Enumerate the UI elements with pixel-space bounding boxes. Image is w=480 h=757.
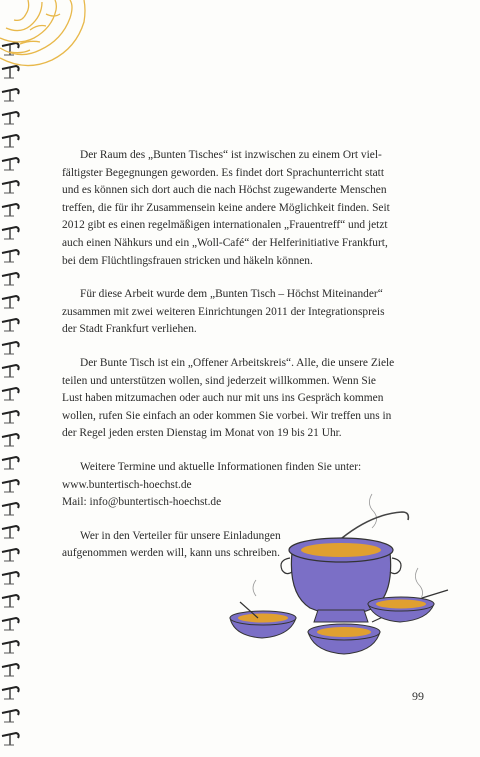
text-line: [62, 147, 430, 165]
spiral-coil: [2, 480, 19, 492]
steam-line: [369, 494, 376, 528]
spiral-coil: [2, 618, 19, 630]
text-line-content: Wer in den Verteiler für unsere Einladungen: [80, 529, 281, 542]
spiral-coil: [2, 273, 19, 285]
spiral-coil: [2, 664, 19, 676]
spiral-binding: [0, 0, 26, 757]
spiral-coil: [2, 457, 19, 469]
steam-line: [415, 568, 422, 602]
soup-drawing: [230, 494, 448, 654]
paragraph-3: [62, 355, 430, 443]
text-line-content: Der Bunte Tisch ist ein „Offener Arbeitskreis“. Alle, die unsere Ziele: [80, 356, 395, 369]
spiral-coil: [2, 250, 19, 262]
spiral-coil: [2, 687, 19, 699]
pot-base: [314, 610, 368, 622]
text-line: Lust haben mitzumachen oder auch nur mit uns ins Gespräch kommen: [62, 392, 384, 405]
spiral-coil: [2, 342, 19, 354]
bowl-left: [230, 602, 296, 638]
spiral-coil: [2, 181, 19, 193]
spiral-coil: [2, 319, 19, 331]
text-line-content: Für diese Arbeit wurde dem „Bunten Tisch – Höchst Miteinander“: [80, 288, 383, 301]
text-line: [62, 459, 430, 477]
spiral-coil: [2, 710, 19, 722]
spiral-coil: [2, 365, 19, 377]
page-number: 99: [412, 689, 424, 703]
paragraph-2: [62, 286, 430, 339]
spiral-coil: [2, 158, 19, 170]
text-line: der Regel jeden ersten Dienstag im Monat von 19 bis 21 Uhr.: [62, 427, 342, 440]
spiral-coil: [2, 572, 19, 584]
text-line: teilen und unterstützen wollen, sind jederzeit willkommen. Wenn Sie: [62, 374, 376, 387]
text-line: zusammen mit zwei weiteren Einrichtungen 2011 der Integrationspreis: [62, 305, 385, 318]
text-line: und es können sich dort auch die nach Höchst zugewanderte Menschen: [62, 184, 387, 197]
spiral-coil: [2, 595, 19, 607]
spiral-coil: [2, 204, 19, 216]
cabbage-leaves: [0, 0, 85, 66]
spiral-coils: [2, 43, 19, 745]
spiral-coil: [2, 388, 19, 400]
ladle-icon: [342, 512, 408, 538]
steam-line: [253, 580, 256, 596]
spiral-coil: [2, 296, 19, 308]
spiral-coil: [2, 434, 19, 446]
spiral-coil: [2, 503, 19, 515]
text-line-content: Der Raum des „Bunten Tisches“ ist inzwischen zu einem Ort viel-: [80, 149, 382, 161]
spiral-coil: [2, 135, 19, 147]
pot-handle: [390, 558, 401, 574]
text-line-content: Weitere Termine und aktuelle Informationen finden Sie unter:: [80, 460, 362, 473]
email-link[interactable]: Mail: info@buntertisch-hoechst.de: [62, 496, 222, 509]
paragraph-1: [62, 147, 430, 270]
spiral-coil: [2, 526, 19, 538]
spiral-coil: [2, 549, 19, 561]
text-line: aufgenommen werden will, kann uns schreiben.: [62, 547, 280, 560]
text-line: bei dem Flüchtlingsfrauen stricken und häkeln können.: [62, 254, 313, 267]
text-line: 2012 gibt es einen regelmäßigen internationalen „Frauentreff“ und jetzt: [62, 219, 388, 232]
text-line: auch einen Nähkurs und ein „Woll-Café“ der Helferinitiative Frankfurt,: [62, 236, 388, 249]
text-line: [62, 355, 430, 373]
spiral-coil: [2, 227, 19, 239]
spiral-coil: [2, 641, 19, 653]
text-line: fältigster Begegnungen geworden. Es findet dort Sprachunterricht statt: [62, 166, 385, 179]
pot-handle: [281, 558, 292, 574]
text-line: [62, 286, 430, 304]
text-line: treffen, die für ihr Zusammensein keine andere Möglichkeit finden. Seit: [62, 201, 390, 214]
text-line: wollen, rufen Sie einfach an oder kommen Sie vorbei. Wir treffen uns in: [62, 409, 392, 422]
soup-pot-illustration: [222, 490, 452, 660]
spiral-coil: [2, 733, 19, 745]
spiral-coil: [2, 411, 19, 423]
cabbage-illustration: [0, 0, 90, 90]
soup-in-pot: [301, 543, 381, 557]
website-link[interactable]: www.buntertisch-hoechst.de: [62, 478, 192, 491]
spiral-coil: [2, 89, 19, 101]
text-line: der Stadt Frankfurt verliehen.: [62, 323, 197, 336]
spiral-coil: [2, 112, 19, 124]
